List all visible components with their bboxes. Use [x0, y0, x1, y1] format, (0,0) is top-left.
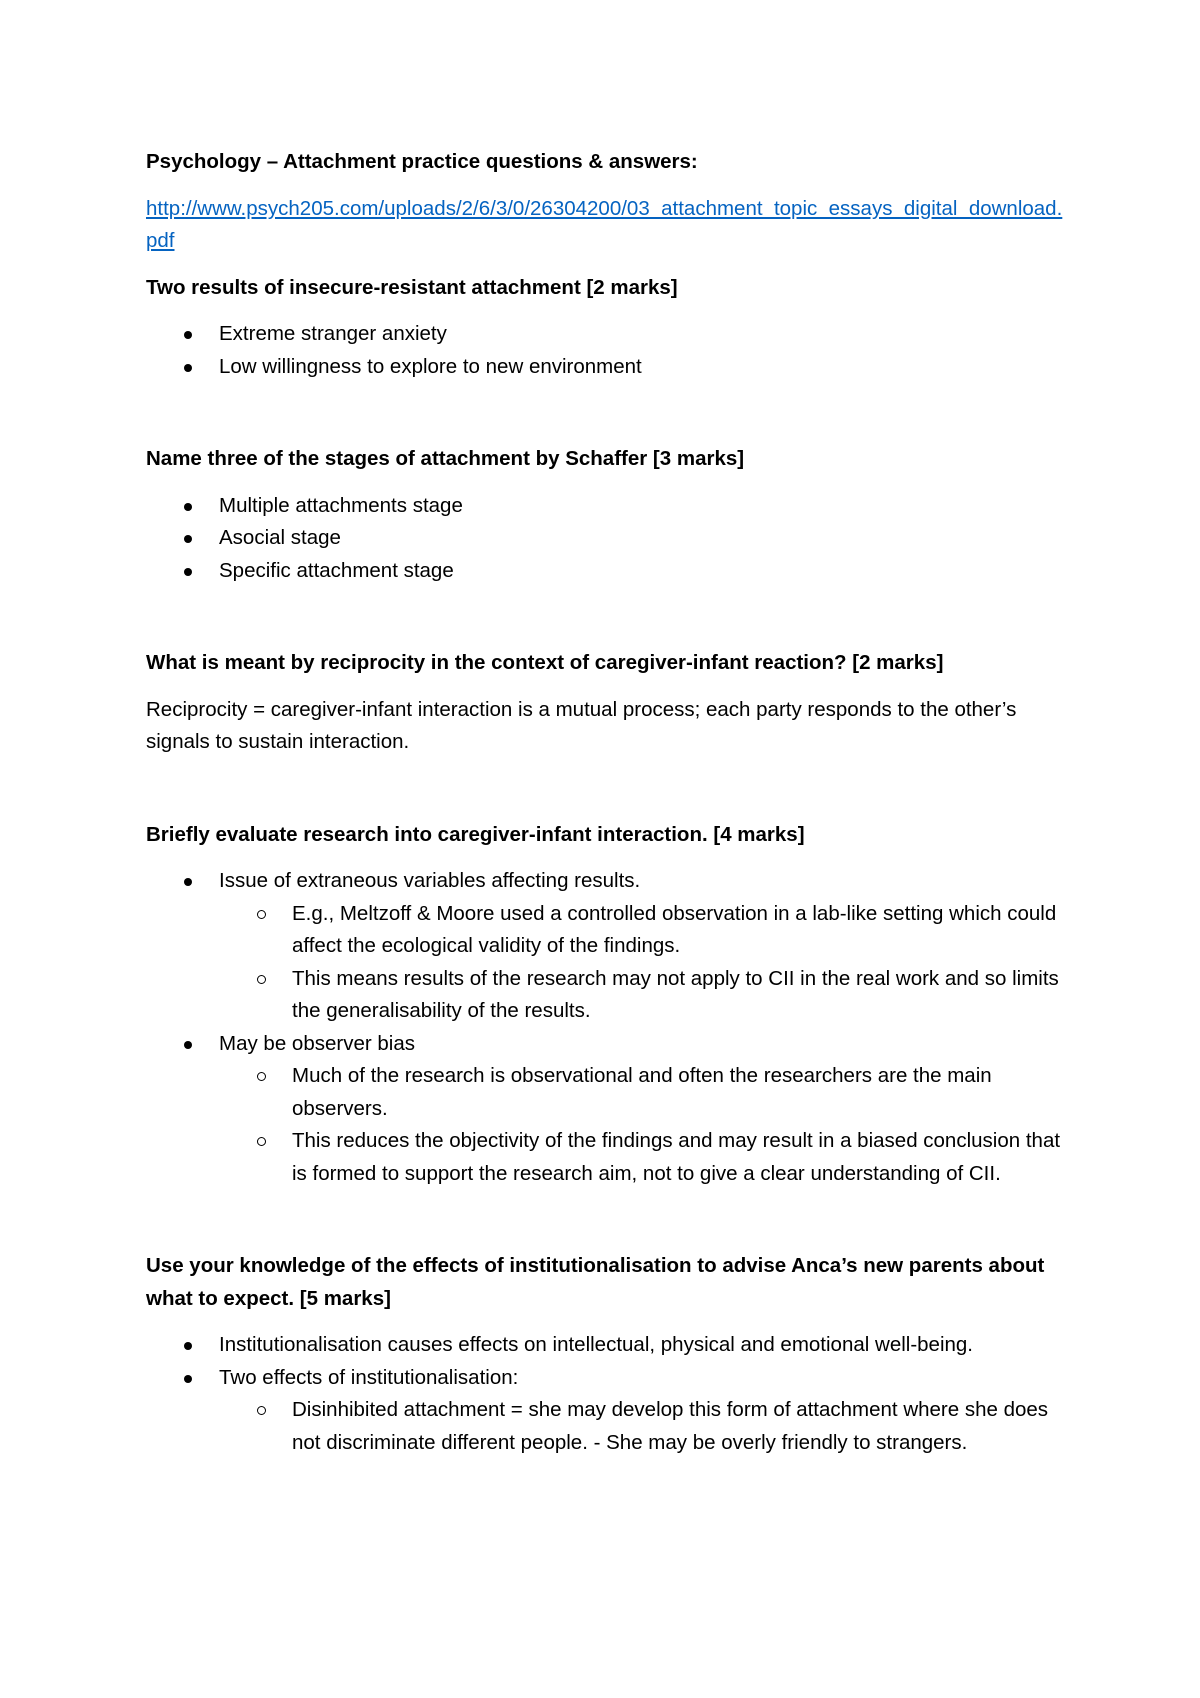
- question-1-heading: Two results of insecure-resistant attachment [2 marks]: [146, 275, 678, 299]
- question-1-answers: [146, 318, 1066, 383]
- sub-list-item: This reduces the objectivity of the findings and may result in a biased conclusion that is formed to support the research aim, not to give a clear understanding of CII.: [219, 1125, 1066, 1190]
- question-4-heading: Briefly evaluate research into caregiver-infant interaction. [4 marks]: [146, 822, 805, 846]
- sub-list: [219, 1394, 1066, 1459]
- bullet-icon: [184, 331, 192, 339]
- circle-bullet-icon: [257, 1072, 266, 1081]
- question-3-heading: What is meant by reciprocity in the context of caregiver-infant reaction? [2 marks]: [146, 651, 944, 674]
- circle-bullet-icon: [257, 910, 266, 919]
- circle-bullet-icon: [257, 1406, 266, 1415]
- list-item: Low willingness to explore to new environment: [146, 351, 1066, 384]
- sub-list-item: Disinhibited attachment = she may develop this form of attachment where she does not discriminate different people. - She may be overly friendly to strangers.: [219, 1394, 1066, 1459]
- bullet-icon: [184, 878, 192, 886]
- question-2-answers: [146, 490, 1066, 588]
- list-item: Specific attachment stage: [146, 555, 1066, 588]
- question-5-answers: [146, 1329, 1066, 1459]
- list-item: Institutionalisation causes effects on intellectual, physical and emotional well-being.: [146, 1329, 1066, 1362]
- document-title: Psychology – Attachment practice questions & answers:: [146, 150, 698, 173]
- list-item: May be observer bias Much of the research is observational and often the researchers are the main observers. This reduces the objectivity of the findings and may result in a biased conclusion that is formed to support the research aim, not to give a clear understanding of CII.: [146, 1028, 1066, 1191]
- question-5-heading: Use your knowledge of the effects of institutionalisation to advise Anca’s new parents about what to expect. [5 marks]: [146, 1254, 1045, 1310]
- list-item: Multiple attachments stage: [146, 490, 1066, 523]
- list-item: Issue of extraneous variables affecting results. E.g., Meltzoff & Moore used a controlled observation in a lab-like setting which could affect the ecological validity of the findings. This means results of the research may not apply to CII in the real work and so limits the generalisability of the results.: [146, 865, 1066, 1028]
- sub-list: [219, 1060, 1066, 1190]
- source-link[interactable]: http://www.psych205.com/uploads/2/6/3/0/26304200/03_attachment_topic_essays_digital_download.pdf: [146, 196, 1063, 252]
- bullet-icon: [184, 503, 192, 511]
- bullet-icon: [184, 1342, 192, 1350]
- bullet-icon: [184, 535, 192, 543]
- question-2-heading: Name three of the stages of attachment by Schaffer [3 marks]: [146, 447, 745, 470]
- list-item: Extreme stranger anxiety: [146, 318, 1066, 351]
- circle-bullet-icon: [257, 975, 266, 984]
- bullet-icon: [184, 1041, 192, 1049]
- list-item: Two effects of institutionalisation: Disinhibited attachment = she may develop this form of attachment where she does not discriminate different people. - She may be overly friendly to strangers.: [146, 1362, 1066, 1460]
- circle-bullet-icon: [257, 1137, 266, 1146]
- bullet-icon: [184, 1375, 192, 1383]
- question-4-answers: [146, 865, 1066, 1190]
- bullet-icon: [184, 364, 192, 372]
- list-item: Asocial stage: [146, 522, 1066, 555]
- document-page: [146, 146, 1066, 1473]
- sub-list-item: This means results of the research may not apply to CII in the real work and so limits the generalisability of the results.: [219, 963, 1066, 1028]
- sub-list-item: E.g., Meltzoff & Moore used a controlled observation in a lab-like setting which could affect the ecological validity of the findings.: [219, 898, 1066, 963]
- bullet-icon: [184, 568, 192, 576]
- sub-list-item: Much of the research is observational and often the researchers are the main observers.: [219, 1060, 1066, 1125]
- sub-list: [219, 898, 1066, 1028]
- question-3-answer: Reciprocity = caregiver-infant interaction is a mutual process; each party responds to the other’s signals to sustain interaction.: [146, 697, 1017, 753]
